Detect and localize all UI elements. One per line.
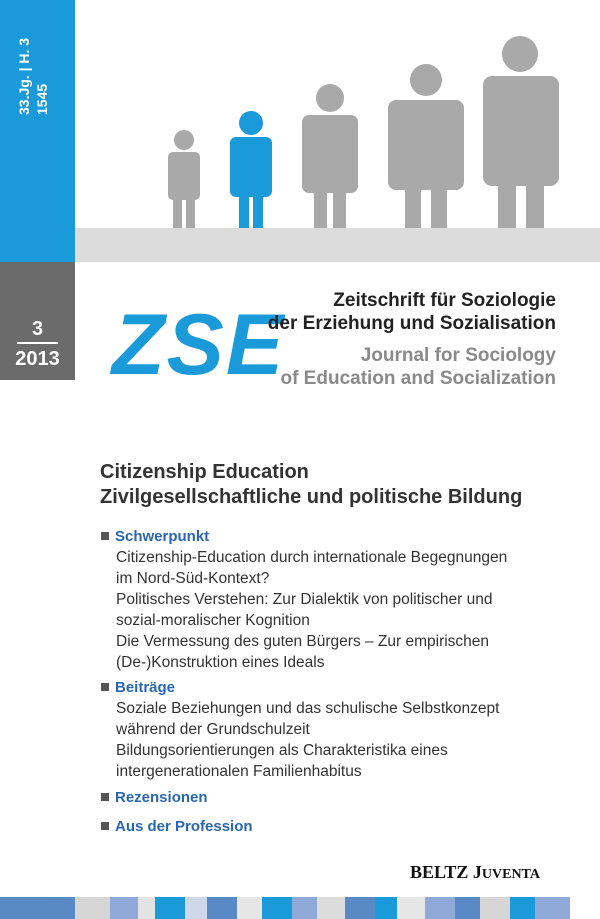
spine-blue-bar (0, 0, 75, 262)
journal-title-en-line2: of Education and Socialization (280, 368, 556, 389)
person-figure-icon-highlighted (230, 111, 272, 228)
volume-issue-text: 33.Jg. | H. 3 (16, 37, 32, 115)
article-line: Die Vermessung des guten Bürgers – Zur empirischen (116, 633, 490, 650)
article-line: während der Grundschulzeit (116, 721, 310, 738)
publisher-name-initial: J (472, 862, 482, 882)
publisher-name-rest: UVENTA (481, 867, 540, 882)
section-heading-text: Rezensionen (115, 789, 208, 806)
square-bullet-icon (101, 793, 109, 801)
journal-title-de-line2: der Erziehung und Sozialisation (267, 313, 556, 334)
article-line: Bildungsorientierungen als Charakteristika eines (116, 742, 448, 759)
issn-text: 1545 (34, 83, 50, 115)
article-line: Politisches Verstehen: Zur Dialektik von politischer und (116, 591, 493, 608)
growing-people-illustration (150, 30, 560, 230)
article-line: Soziale Beziehungen und das schulische Selbstkonzept (116, 700, 500, 717)
article-line: im Nord-Süd-Kontext? (116, 570, 270, 587)
section-heading-profession (101, 817, 253, 837)
publisher-logo (410, 862, 540, 883)
section-heading-text: Aus der Profession (115, 818, 253, 835)
square-bullet-icon (101, 822, 109, 830)
article-line: (De-)Konstruktion eines Ideals (116, 654, 325, 671)
section-heading-schwerpunkt (101, 527, 209, 547)
issue-divider (17, 342, 58, 344)
issue-theme-en: Citizenship Education (100, 461, 309, 483)
issue-number: 3 (31, 318, 44, 340)
square-bullet-icon (101, 532, 109, 540)
section-heading-text: Schwerpunkt (115, 528, 210, 545)
square-bullet-icon (101, 683, 109, 691)
issue-theme-de: Zivilgesellschaftliche und politische Bildung (100, 486, 523, 508)
journal-title-de-line1: Zeitschrift für Soziologie (333, 290, 556, 311)
article-line: intergenerationalen Familienhabitus (116, 763, 362, 780)
article-line: sozial-moralischer Kognition (116, 612, 310, 629)
person-figure-icon (388, 64, 464, 228)
section-heading-beitraege (101, 678, 175, 698)
publisher-name-part1: BELTZ (410, 862, 469, 882)
figures-ground-band (75, 228, 600, 262)
person-figure-icon (168, 130, 200, 228)
issue-box (0, 262, 75, 380)
issue-year: 2013 (15, 348, 60, 370)
section-heading-rezensionen (101, 788, 208, 808)
person-figure-icon (483, 36, 559, 228)
section-heading-text: Beiträge (115, 679, 176, 696)
person-figure-icon (302, 84, 358, 228)
decorative-color-stripe (0, 897, 600, 919)
article-line: Citizenship-Education durch internationale Begegnungen (116, 549, 508, 566)
journal-title-en-line1: Journal for Sociology (360, 345, 556, 366)
journal-logo: ZSE (112, 297, 286, 393)
